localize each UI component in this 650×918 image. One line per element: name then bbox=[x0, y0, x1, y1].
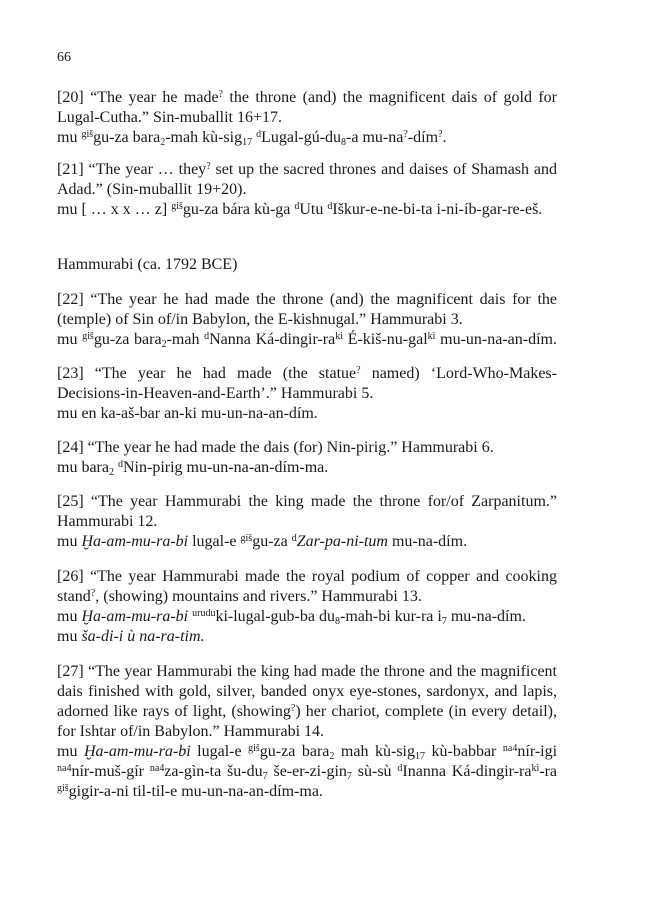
text-line: adorned like rays of light, (showing?) her chariot, complete (in every detail), bbox=[57, 703, 557, 720]
text-line: $^{giš}$gigir-a-ni til-til-e mu-un-na-an-dím-ma. bbox=[57, 783, 323, 800]
text-line: [20] “The year he made? the throne (and) the magnificent dais of gold for bbox=[57, 89, 557, 106]
text-line: Decisions-in-Heaven-and-Earth’.” Hammurabi 5. bbox=[57, 385, 374, 402]
entry-27 bbox=[57, 662, 557, 802]
text-line: (temple) of Sin of/in Babylon, the E-kishnugal.” Hammurabi 3. bbox=[57, 311, 463, 328]
text-line: dais finished with gold, silver, banded onyx eye-stones, sardonyx, and lapis, bbox=[57, 683, 557, 700]
text-line: mu bara$_2$ $^d$Nin-pirig mu-un-na-an-dím-ma. bbox=[57, 459, 329, 478]
text-line: [26] “The year Hammurabi made the royal podium of copper and cooking bbox=[57, 568, 557, 585]
text-line: [22] “The year he had made the throne (and) the magnificent dais for the bbox=[57, 291, 557, 308]
entry-20 bbox=[57, 88, 557, 148]
text-line: [25] “The year Hammurabi the king made the throne for/of Zarpanitum.” bbox=[57, 493, 557, 510]
text-line: mu Ḫa-am-mu-ra-bi $^{urudu}$ki-lugal-gub-ba $du_8-mah-bi$ kur-ra $i_7$ mu-na-dím. bbox=[57, 608, 526, 627]
text-line: $^{na4}$nír-muš-gír $^{na4}$za-gìn-ta $šu-du_7$ še-er-zi-gin$_7$ sù-sù $^d$Inanna $Ká-dingir-ra^{ki}-ra$ bbox=[57, 763, 557, 782]
text-line: Lugal-Cutha.” Sin-muballit 16+17. bbox=[57, 109, 282, 126]
text-line: mu $^{giš}$gu-za bara$_2$-mah kù-sig$_{17}$ $^dLugal-gú-du_8-a$ mu-na?-dím?. bbox=[57, 129, 447, 148]
text-line: mu Ḫa-am-mu-ra-bi lugal-e $^{giš}$gu-za $^d$Zar-pa-ni-tum mu-na-dím. bbox=[57, 533, 468, 550]
text-line: [23] “The year he had made (the statue? named) ‘Lord-Who-Makes- bbox=[57, 365, 557, 382]
text-line: mu $^{giš}$gu-za bara$_2$-mah $^d$Nanna $Ká-dingir-ra^{ki}$ É-kiš-nu-gal$^{ki}$ mu-un-na-an-dím. bbox=[57, 331, 557, 350]
text-line: Hammurabi (ca. 1792 BCE) bbox=[57, 256, 238, 273]
text-line: [24] “The year he had made the dais (for) Nin-pirig.” Hammurabi 6. bbox=[57, 439, 494, 456]
entry-21 bbox=[57, 160, 557, 220]
text-line: mu [ … x x … z] $^{giš}$gu-za bára kù-ga $^d$Utu $^d$Iškur-e-ne-bi-ta i-ni-íb-gar-re-eš. bbox=[57, 201, 543, 218]
text-line: mu Ḫa-am-mu-ra-bi lugal-e $^{giš}$gu-za bara$_2$ mah kù-sig$_{17}$ kù-babbar $^{na4}$nír-igi bbox=[57, 743, 558, 762]
text-line: [21] “The year … they? set up the sacred thrones and daises of Shamash and bbox=[57, 161, 557, 178]
entry-24 bbox=[57, 438, 557, 478]
entry-23 bbox=[57, 364, 557, 424]
text-line: [27] “The year Hammurabi the king had made the throne and the magnificent bbox=[57, 663, 557, 680]
page-number: 66 bbox=[57, 50, 71, 65]
entry-22 bbox=[57, 290, 557, 350]
text-line: for Ishtar of/in Babylon.” Hammurabi 14. bbox=[57, 723, 325, 740]
section-heading bbox=[57, 255, 557, 275]
text-line: Adad.” (Sin-muballit 19+20). bbox=[57, 181, 247, 198]
text-line: stand?, (showing) mountains and rivers.” Hammurabi 13. bbox=[57, 588, 422, 605]
entry-26 bbox=[57, 567, 557, 647]
text-line: Hammurabi 12. bbox=[57, 513, 158, 530]
entry-25 bbox=[57, 492, 557, 552]
text-line: mu ša-di-i ù na-ra-tim. bbox=[57, 628, 205, 645]
text-line: mu en ka-aš-bar an-ki mu-un-na-an-dím. bbox=[57, 405, 318, 422]
